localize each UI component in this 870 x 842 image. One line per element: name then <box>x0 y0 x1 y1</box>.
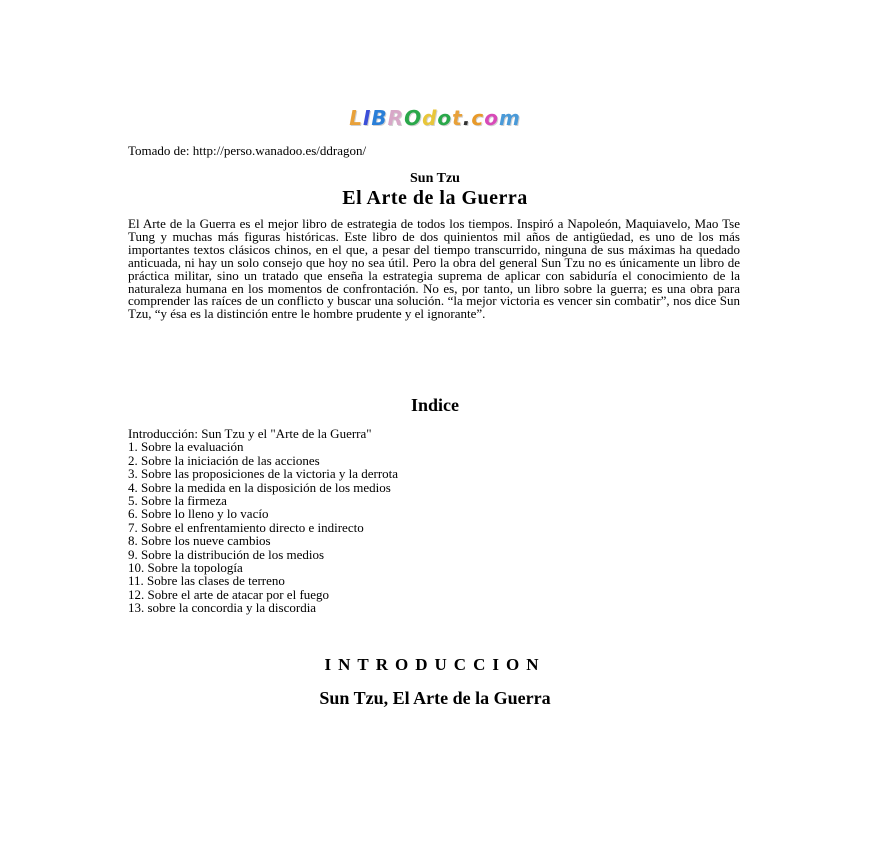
index-item: 3. Sobre las proposiciones de la victoria y la derrota <box>128 466 399 482</box>
index-item: 1. Sobre la evaluación <box>128 439 244 455</box>
logo-letter: R <box>387 106 405 130</box>
index-item: 5. Sobre la firmeza <box>128 493 227 509</box>
logo-letter: I <box>362 106 372 130</box>
index-item: 8. Sobre los nueve cambios <box>128 533 271 549</box>
index-item: 2. Sobre la iniciación de las acciones <box>128 452 320 468</box>
index-item: 9. Sobre la distribución de los medios <box>128 546 325 562</box>
book-title: El Arte de la Guerra <box>342 187 528 209</box>
index-list <box>128 427 398 615</box>
logo-letter: o <box>484 106 499 130</box>
logo-letter: O <box>404 106 423 130</box>
index-item: 10. Sobre la topología <box>128 560 243 576</box>
author-name: Sun Tzu <box>410 171 460 186</box>
logo-letter: c <box>471 106 485 130</box>
logo-letter: . <box>462 106 472 130</box>
index-item: Introducción: Sun Tzu y el "Arte de la Guerra" <box>128 426 372 441</box>
index-item: 12. Sobre el arte de atacar por el fuego <box>128 586 330 602</box>
index-item: 13. sobre la concordia y la discordia <box>128 600 317 616</box>
section-heading: INTRODUCCION <box>324 655 546 674</box>
logo-letter: d <box>422 106 438 130</box>
logo-letter: m <box>498 106 521 130</box>
logo-letter: o <box>437 106 453 130</box>
logo-letter: B <box>371 106 388 130</box>
section-subtitle: Sun Tzu, El Arte de la Guerra <box>319 688 551 708</box>
logo-letter: L <box>349 106 363 130</box>
index-heading: Indice <box>410 395 459 415</box>
librodot-logo[interactable] <box>0 104 870 132</box>
index-item: 7. Sobre el enfrentamiento directo e indirecto <box>128 519 364 535</box>
index-item: 4. Sobre la medida en la disposición de los medios <box>128 479 391 495</box>
logo-letter: t <box>452 106 463 130</box>
intro-paragraph: El Arte de la Guerra es el mejor libro de estrategia de todos los tiempos. Inspiró a Napoleón, Maquiavelo, Mao Tse Tung y muchas más figuras históricas. Este libro de dos quinientos mil años de antigüedad, es uno de los más importantes textos clásicos chinos, en el que, a pesar del tiempo transcurrido, ninguna de sus máximas ha quedado anticuada, ni hay un solo consejo que hoy no sea útil. Pero la obra del general Sun Tzu no es únicamente un libro de práctica militar, sino un tratado que enseña la estrategia suprema de aplicar con sabiduría el conocimiento de la naturaleza humana en los momentos de confrontación. No es, por tanto, un libro sobre la guerra; es una obra para comprender las raíces de un conflicto y buscar una solución. “la mejor victoria es vencer sin combatir”, nos dice Sun Tzu, “y ésa es la distinción entre le hombre prudente y el ignorante”. <box>128 216 740 322</box>
index-item: 6. Sobre lo lleno y lo vacío <box>128 506 269 522</box>
source-line: Tomado de: http://perso.wanadoo.es/ddragon/ <box>128 143 367 158</box>
index-item: 11. Sobre las clases de terreno <box>128 573 285 589</box>
